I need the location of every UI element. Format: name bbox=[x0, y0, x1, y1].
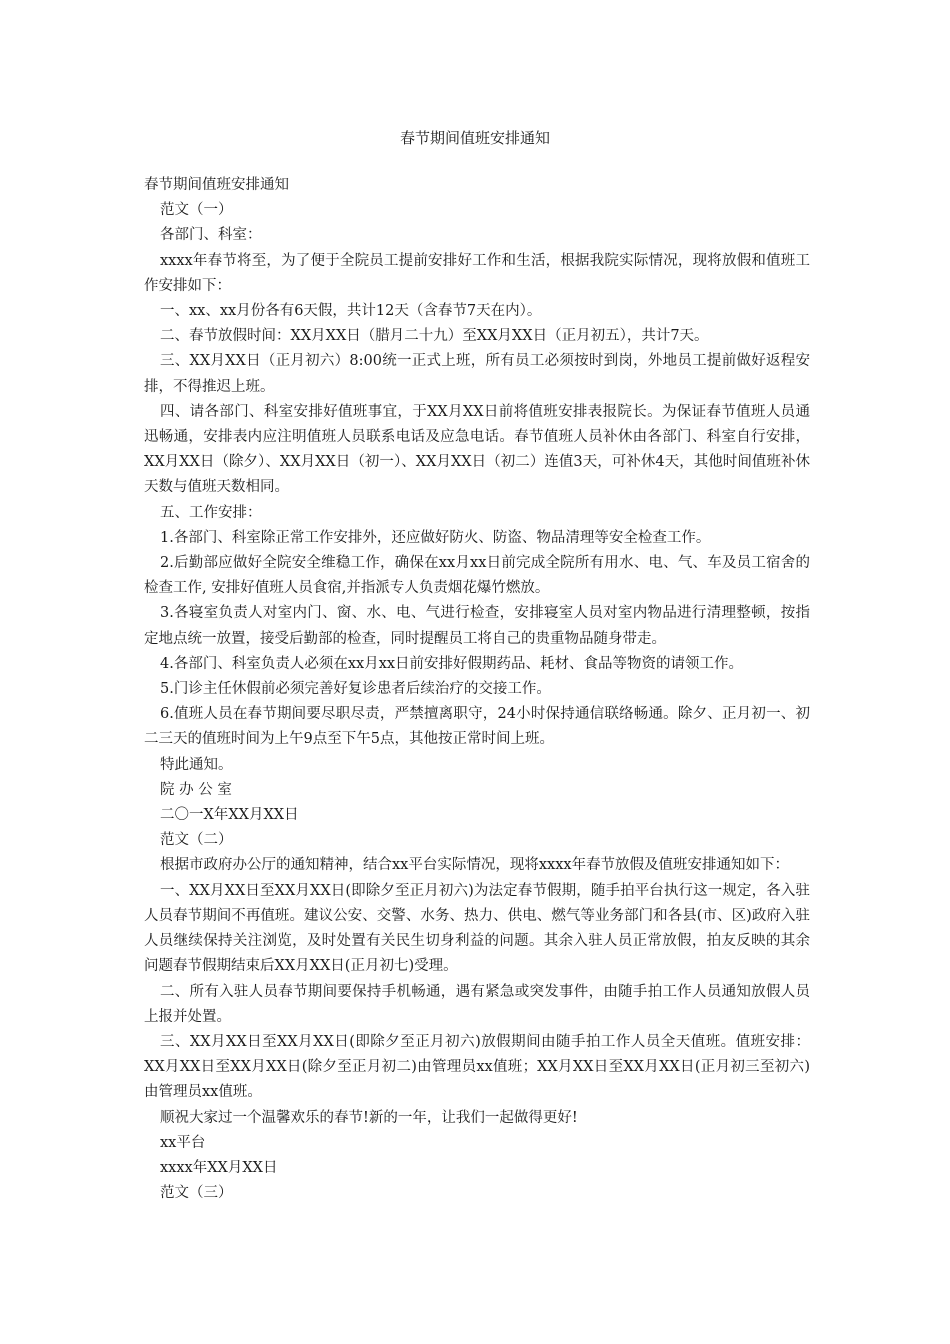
paragraph: 4.各部门、科室负责人必须在xx月xx日前安排好假期药品、耗材、食品等物资的请领工作。 bbox=[160, 655, 744, 672]
paragraph: 特此通知。 bbox=[160, 756, 233, 773]
paragraph: 范文（三） bbox=[160, 1185, 233, 1202]
paragraph: 二、所有入驻人员春节期间要保持手机畅通，遇有紧急或突发事件，由随手拍工作人员通知放假人员上报并处置。 bbox=[144, 983, 810, 1025]
paragraph: 范文（一） bbox=[160, 202, 233, 219]
signature-date: 二〇一X年XX月XX日 bbox=[160, 807, 299, 824]
page-title: 春节期间值班安排通知 bbox=[399, 129, 550, 147]
paragraph: 五、工作安排： bbox=[160, 504, 262, 521]
paragraph: 1.各部门、科室除正常工作安排外，还应做好防火、防盗、物品清理等安全检查工作。 bbox=[160, 529, 711, 546]
document-heading: 春节期间值班安排通知 bbox=[144, 177, 289, 193]
signature-office: 院 办 公 室 bbox=[160, 781, 232, 798]
paragraph: 顺祝大家过一个温馨欢乐的春节!新的一年，让我们一起做得更好! bbox=[160, 1109, 578, 1126]
paragraph: xxxx年春节将至，为了便于全院员工提前安排好工作和生活，根据我院实际情况，现将放假和值班工作安排如下： bbox=[144, 252, 810, 294]
paragraph: 四、请各部门、科室安排好值班事宜，于XX月XX日前将值班安排表报院长。为保证春节值班人员通迅畅通，安排表内应注明值班人员联系电话及应急电话。春节值班人员补休由各部门、科室自行安排，XX月XX日（除夕）、XX月XX日（初一）、XX月XX日（初二）连值3天，可补休4天，其他时间值班补休天数与值班天数相同。 bbox=[144, 403, 810, 496]
paragraph: 一、xx、xx月份各有6天假，共计12天（含春节7天在内）。 bbox=[160, 303, 542, 320]
document-body bbox=[144, 173, 810, 1206]
paragraph: 三、XX月XX日至XX月XX日(即除夕至正月初六)放假期间由随手拍工作人员全天值班。值班安排：XX月XX日至XX月XX日(除夕至正月初二)由管理员xx值班；XX月XX日至XX月XX日(正月初三至初六)由管理员xx值班。 bbox=[144, 1033, 810, 1101]
paragraph: 三、XX月XX日（正月初六）8:00统一正式上班，所有员工必须按时到岗，外地员工提前做好返程安排，不得推迟上班。 bbox=[144, 353, 810, 395]
paragraph: 二、春节放假时间：XX月XX日（腊月二十九）至XX月XX日（正月初五），共计7天。 bbox=[160, 328, 709, 345]
signature-platform: xx平台 bbox=[160, 1134, 206, 1151]
paragraph: 2.后勤部应做好全院安全维稳工作，确保在xx月xx日前完成全院所有用水、电、气、车及员工宿舍的检查工作, 安排好值班人员食宿,并指派专人负责烟花爆竹燃放。 bbox=[144, 555, 810, 597]
paragraph: 范文（二） bbox=[160, 832, 233, 849]
paragraph: 各部门、科室： bbox=[160, 227, 262, 244]
signature-date: xxxx年XX月XX日 bbox=[160, 1159, 278, 1176]
paragraph: 3.各寝室负责人对室内门、窗、水、电、气进行检查，安排寝室人员对室内物品进行清理整顿，按指定地点统一放置，接受后勤部的检查，同时提醒员工将自己的贵重物品随身带走。 bbox=[144, 605, 810, 647]
paragraph: 一、XX月XX日至XX月XX日(即除夕至正月初六)为法定春节假期，随手拍平台执行这一规定，各入驻人员春节期间不再值班。建议公安、交警、水务、热力、供电、燃气等业务部门和各县(市、区)政府入驻人员继续保持关注浏览，及时处置有关民生切身利益的问题。其余入驻人员正常放假，拍友反映的其余问题春节假期结束后XX月XX日(正月初七)受理。 bbox=[144, 882, 810, 975]
paragraph: 5.门诊主任休假前必须完善好复诊患者后续治疗的交接工作。 bbox=[160, 681, 551, 698]
paragraph: 6.值班人员在春节期间要尽职尽责，严禁擅离职守，24小时保持通信联络畅通。除夕、正月初一、初二三天的值班时间为上午9点至下午5点，其他按正常时间上班。 bbox=[144, 706, 810, 748]
paragraph: 根据市政府办公厅的通知精神，结合xx平台实际情况，现将xxxx年春节放假及值班安排通知如下： bbox=[160, 857, 790, 874]
